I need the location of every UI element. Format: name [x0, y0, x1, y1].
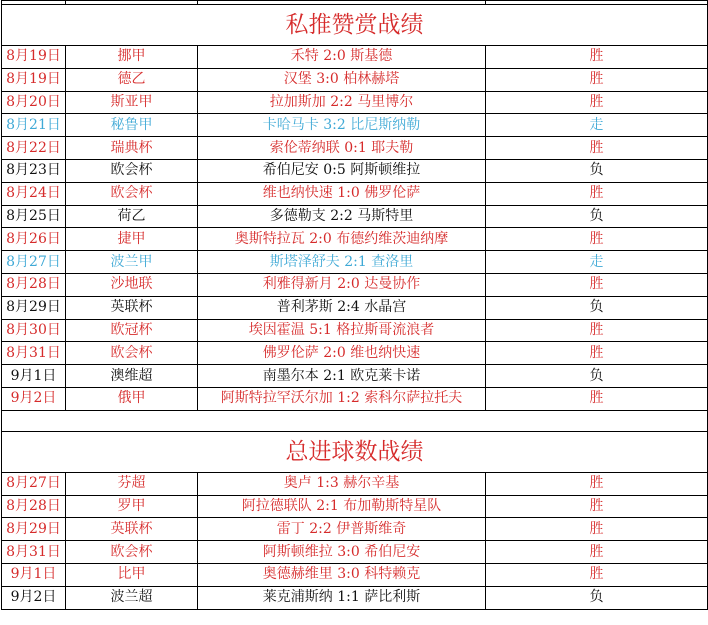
result-row: [2, 68, 708, 91]
league-cell: 秘鲁甲: [66, 114, 198, 137]
result-row: [2, 182, 708, 205]
section1-rows: [2, 46, 708, 411]
result-row: [2, 319, 708, 342]
date-cell: 8月27日: [2, 472, 66, 495]
league-cell: 荷乙: [66, 205, 198, 228]
result-cell: 胜: [486, 91, 708, 114]
date-cell: 8月20日: [2, 91, 66, 114]
result-cell: 胜: [486, 495, 708, 518]
match-cell: 莱克浦斯纳 1:1 萨比利斯: [198, 586, 486, 609]
result-cell: 胜: [486, 137, 708, 160]
result-row: [2, 495, 708, 518]
match-cell: 卡哈马卡 3:2 比尼斯纳勒: [198, 114, 486, 137]
match-cell: 阿拉德联队 2:1 布加勒斯特星队: [198, 495, 486, 518]
date-cell: 9月2日: [2, 586, 66, 609]
league-cell: 比甲: [66, 563, 198, 586]
spacer-row: [2, 410, 708, 431]
date-cell: 8月25日: [2, 205, 66, 228]
league-cell: 斯亚甲: [66, 91, 198, 114]
match-cell: 南墨尔本 2:1 欧克莱卡诺: [198, 365, 486, 388]
result-row: [2, 342, 708, 365]
match-cell: 奥斯特拉瓦 2:0 布德约维茨迪纳摩: [198, 228, 486, 251]
results-sheet: [1, 0, 708, 610]
result-cell: 胜: [486, 342, 708, 365]
match-cell: 奥卢 1:3 赫尔辛基: [198, 472, 486, 495]
result-cell: 走: [486, 251, 708, 274]
result-row: [2, 541, 708, 564]
result-cell: 负: [486, 296, 708, 319]
match-cell: 阿斯特拉罕沃尔加 1:2 索科尔萨拉托夫: [198, 387, 486, 410]
date-cell: 9月1日: [2, 563, 66, 586]
result-cell: 胜: [486, 518, 708, 541]
date-cell: 8月28日: [2, 495, 66, 518]
league-cell: 沙地联: [66, 273, 198, 296]
league-cell: 捷甲: [66, 228, 198, 251]
match-cell: 普利茅斯 2:4 水晶宫: [198, 296, 486, 319]
match-cell: 奥德赫维里 3:0 科特赖克: [198, 563, 486, 586]
date-cell: 8月28日: [2, 273, 66, 296]
result-cell: 负: [486, 205, 708, 228]
date-cell: 8月27日: [2, 251, 66, 274]
league-cell: 欧冠杯: [66, 319, 198, 342]
date-cell: 8月19日: [2, 68, 66, 91]
result-cell: 胜: [486, 472, 708, 495]
section2-rows: [2, 472, 708, 609]
league-cell: 澳维超: [66, 365, 198, 388]
result-row: [2, 296, 708, 319]
result-cell: 胜: [486, 182, 708, 205]
result-row: [2, 518, 708, 541]
date-cell: 8月23日: [2, 159, 66, 182]
date-cell: 8月21日: [2, 114, 66, 137]
section1-title: 私推赞赏战绩: [2, 5, 708, 46]
result-cell: 胜: [486, 541, 708, 564]
match-cell: 禾特 2:0 斯基德: [198, 46, 486, 69]
league-cell: 德乙: [66, 68, 198, 91]
result-cell: 胜: [486, 46, 708, 69]
result-cell: 负: [486, 365, 708, 388]
result-cell: 胜: [486, 228, 708, 251]
date-cell: 8月19日: [2, 46, 66, 69]
result-cell: 胜: [486, 563, 708, 586]
league-cell: 英联杯: [66, 518, 198, 541]
match-cell: 希伯尼安 0:5 阿斯顿维拉: [198, 159, 486, 182]
result-cell: 胜: [486, 273, 708, 296]
section2-title-row: [2, 431, 708, 472]
result-cell: 胜: [486, 68, 708, 91]
league-cell: 英联杯: [66, 296, 198, 319]
section1-title-row: [2, 5, 708, 46]
match-cell: 拉加斯加 2:2 马里博尔: [198, 91, 486, 114]
match-cell: 阿斯顿维拉 3:0 希伯尼安: [198, 541, 486, 564]
match-cell: 利雅得新月 2:0 达曼协作: [198, 273, 486, 296]
league-cell: 欧会杯: [66, 541, 198, 564]
result-row: [2, 46, 708, 69]
date-cell: 8月26日: [2, 228, 66, 251]
result-cell: 胜: [486, 387, 708, 410]
result-cell: 负: [486, 159, 708, 182]
result-row: [2, 228, 708, 251]
date-cell: 8月31日: [2, 541, 66, 564]
result-row: [2, 251, 708, 274]
result-cell: 走: [486, 114, 708, 137]
result-row: [2, 114, 708, 137]
league-cell: 瑞典杯: [66, 137, 198, 160]
result-row: [2, 273, 708, 296]
match-cell: 佛罗伦萨 2:0 维也纳快速: [198, 342, 486, 365]
league-cell: 挪甲: [66, 46, 198, 69]
result-row: [2, 586, 708, 609]
date-cell: 8月22日: [2, 137, 66, 160]
league-cell: 波兰甲: [66, 251, 198, 274]
date-cell: 8月24日: [2, 182, 66, 205]
date-cell: 9月2日: [2, 387, 66, 410]
match-cell: 汉堡 3:0 柏林赫塔: [198, 68, 486, 91]
match-cell: 索伦蒂纳联 0:1 耶夫勒: [198, 137, 486, 160]
league-cell: 波兰超: [66, 586, 198, 609]
result-row: [2, 159, 708, 182]
date-cell: 8月31日: [2, 342, 66, 365]
league-cell: 芬超: [66, 472, 198, 495]
match-cell: 斯塔泽舒夫 2:1 查洛里: [198, 251, 486, 274]
date-cell: 8月29日: [2, 518, 66, 541]
result-cell: 胜: [486, 319, 708, 342]
match-cell: 多德勒支 2:2 马斯特里: [198, 205, 486, 228]
result-row: [2, 387, 708, 410]
result-row: [2, 91, 708, 114]
match-cell: 雷丁 2:2 伊普斯维奇: [198, 518, 486, 541]
league-cell: 罗甲: [66, 495, 198, 518]
league-cell: 欧会杯: [66, 159, 198, 182]
date-cell: 8月29日: [2, 296, 66, 319]
result-row: [2, 472, 708, 495]
section2-title: 总进球数战绩: [2, 431, 708, 472]
match-cell: 埃因霍温 5:1 格拉斯哥流浪者: [198, 319, 486, 342]
league-cell: 俄甲: [66, 387, 198, 410]
date-cell: 8月30日: [2, 319, 66, 342]
league-cell: 欧会杯: [66, 182, 198, 205]
date-cell: 9月1日: [2, 365, 66, 388]
match-cell: 维也纳快速 1:0 佛罗伦萨: [198, 182, 486, 205]
result-row: [2, 137, 708, 160]
result-row: [2, 205, 708, 228]
result-cell: 负: [486, 586, 708, 609]
result-row: [2, 563, 708, 586]
result-row: [2, 365, 708, 388]
league-cell: 欧会杯: [66, 342, 198, 365]
